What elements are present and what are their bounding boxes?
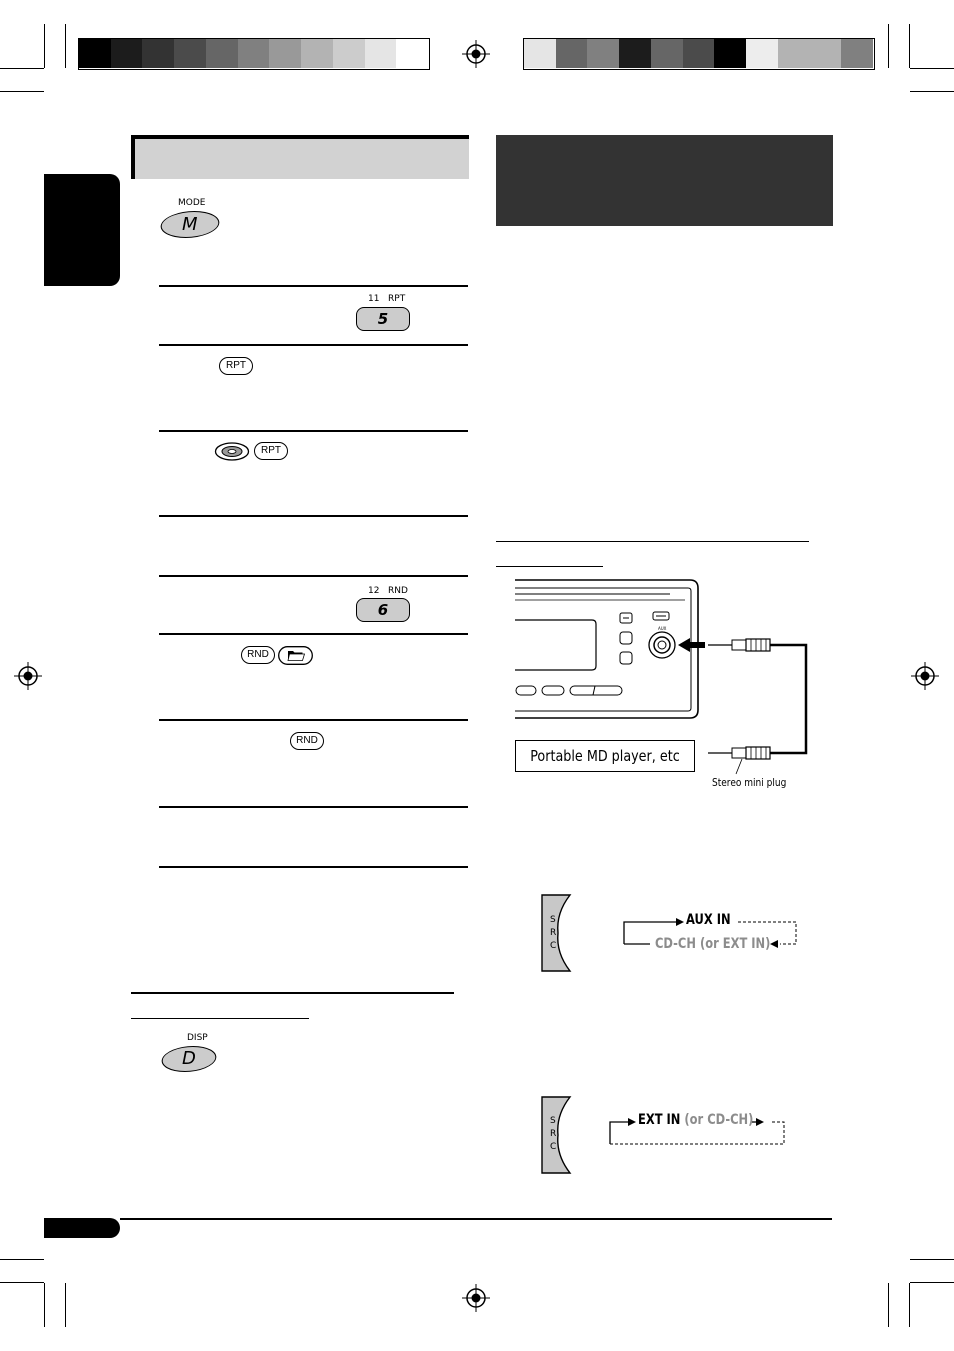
disc-icon [214, 442, 250, 461]
subsection-rule [131, 992, 454, 994]
color-swatch [301, 39, 333, 68]
disp-caption: DISP [187, 1033, 208, 1043]
portable-player-box [515, 740, 695, 772]
left-section-header [131, 135, 469, 179]
cd-ch-label: CD-CH (or EXT IN) [655, 936, 771, 952]
subsection-rule [496, 541, 809, 542]
folder-icon [278, 646, 313, 665]
color-swatch [810, 39, 842, 68]
footer-rule [120, 1218, 832, 1220]
color-swatch [269, 39, 301, 68]
rnd-key-6-button[interactable]: 6 [356, 598, 410, 622]
aux-in-label: AUX IN [686, 912, 731, 928]
portable-player-label: Portable MD player, etc [530, 747, 680, 765]
divider [159, 866, 468, 868]
language-tab [44, 174, 120, 286]
color-swatch [841, 39, 873, 68]
disp-button[interactable] [158, 1046, 220, 1072]
color-swatch [396, 39, 428, 68]
color-swatch [206, 39, 238, 68]
divider [159, 633, 468, 635]
color-swatch [238, 39, 270, 68]
color-swatch [524, 39, 556, 68]
src-letters: S R C [550, 915, 557, 951]
color-swatch [778, 39, 810, 68]
color-swatch [333, 39, 365, 68]
color-swatch [79, 39, 111, 68]
ext-in-label: EXT IN [638, 1112, 681, 1128]
divider [159, 430, 468, 432]
divider [159, 719, 468, 721]
registration-mark-icon [14, 662, 42, 690]
divider [159, 285, 468, 287]
rpt-caption: 11 RPT [368, 294, 406, 304]
subsection-underline [496, 566, 603, 567]
color-swatch [111, 39, 143, 68]
right-section-header [496, 135, 833, 226]
rpt-indicator: RPT [219, 357, 253, 375]
color-swatch [174, 39, 206, 68]
rpt-indicator: RPT [254, 442, 288, 460]
disp-button-letter: D [182, 1048, 196, 1069]
rnd-caption: 12 RND [368, 586, 408, 596]
color-swatch [714, 39, 746, 68]
or-cd-ch-label: (or CD-CH) [684, 1112, 754, 1128]
rnd-indicator: RND [241, 646, 275, 664]
color-swatch [556, 39, 588, 68]
color-swatch [746, 39, 778, 68]
plug-label: Stereo mini plug [712, 776, 787, 789]
page-number-tab [44, 1218, 120, 1238]
color-swatch [587, 39, 619, 68]
color-swatch [683, 39, 715, 68]
mode-button-letter: M [182, 214, 198, 235]
divider [159, 515, 468, 517]
divider [159, 806, 468, 808]
subsection-underline [131, 1018, 309, 1019]
divider [159, 575, 468, 577]
rnd-indicator: RND [290, 732, 324, 750]
registration-mark-icon [911, 662, 939, 690]
ext-in-flow [638, 1112, 753, 1128]
color-bar-right [523, 38, 875, 70]
registration-mark-icon [462, 40, 490, 68]
color-bar-left [78, 38, 430, 70]
rpt-key-5-button[interactable]: 5 [356, 307, 410, 331]
color-swatch [651, 39, 683, 68]
color-swatch [619, 39, 651, 68]
divider [159, 344, 468, 346]
color-swatch [142, 39, 174, 68]
color-swatch [365, 39, 397, 68]
mode-caption: MODE [178, 198, 206, 208]
registration-mark-icon [462, 1284, 490, 1312]
mode-button[interactable] [157, 211, 224, 238]
aux-jack-label: AUX [658, 626, 667, 631]
src-letters: S R C [550, 1116, 557, 1152]
